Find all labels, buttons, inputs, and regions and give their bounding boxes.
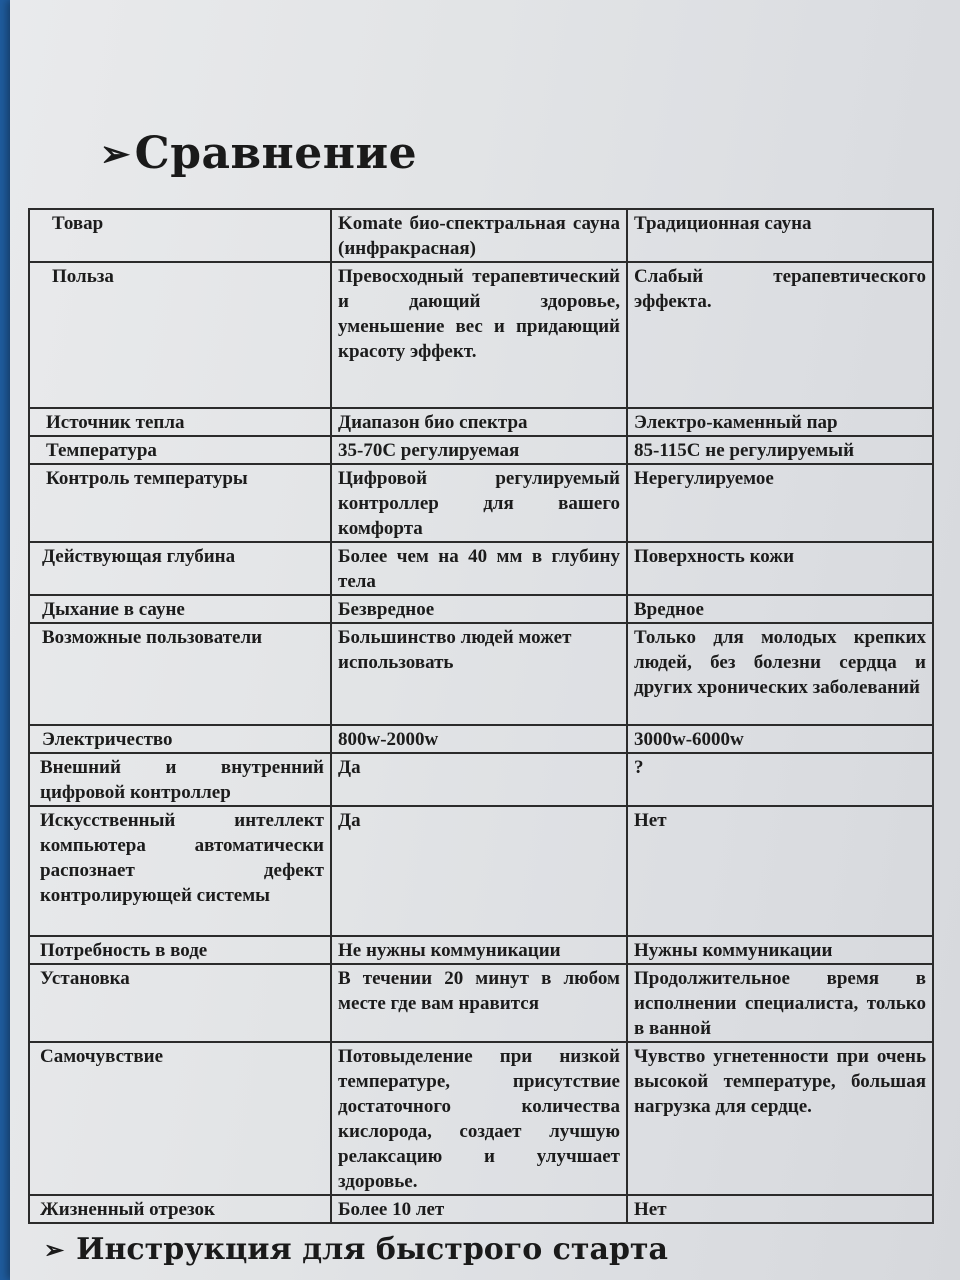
comparison-table — [28, 208, 934, 1224]
traditional-cell: Слабый терапевтического эффекта. — [627, 262, 933, 408]
table-row — [29, 262, 933, 408]
row-label: Польза — [29, 262, 331, 408]
table-row — [29, 1042, 933, 1195]
komate-cell: Да — [331, 806, 627, 936]
next-section-heading — [44, 1232, 668, 1267]
row-label: Контроль температуры — [29, 464, 331, 542]
traditional-cell: Нужны коммуникации — [627, 936, 933, 964]
table-row — [29, 542, 933, 595]
komate-cell: Более чем на 40 мм в глубину тела — [331, 542, 627, 595]
row-label: Внешний и внутренний цифровой контроллер — [29, 753, 331, 806]
row-label: Установка — [29, 964, 331, 1042]
komate-cell: Да — [331, 753, 627, 806]
traditional-cell: Только для молодых крепких людей, без болезни сердца и других хронических заболеваний — [627, 623, 933, 725]
table-row — [29, 464, 933, 542]
traditional-cell: ? — [627, 753, 933, 806]
row-label: Возможные пользователи — [29, 623, 331, 725]
komate-cell: В течении 20 минут в любом месте где вам нравится — [331, 964, 627, 1042]
row-label: Жизненный отрезок — [29, 1195, 331, 1223]
traditional-cell: Электро-каменный пар — [627, 408, 933, 436]
komate-cell: Превосходный терапевтический и дающий здоровье, уменьшение вес и придающий красоту эффект. — [331, 262, 627, 408]
komate-cell: Цифровой регулируемый контроллер для вашего комфорта — [331, 464, 627, 542]
table-row — [29, 623, 933, 725]
traditional-cell: 3000w-6000w — [627, 725, 933, 753]
header-cell-product: Товар — [29, 209, 331, 262]
row-label: Дыхание в сауне — [29, 595, 331, 623]
traditional-cell: Чувство угнетенности при очень высокой температуре, большая нагрузка для сердце. — [627, 1042, 933, 1195]
row-label: Самочувствие — [29, 1042, 331, 1195]
komate-cell: Не нужны коммуникации — [331, 936, 627, 964]
table-row — [29, 806, 933, 936]
header-cell-traditional: Традиционная сауна — [627, 209, 933, 262]
arrow-bullet-icon: ➢ — [44, 1235, 65, 1264]
komate-cell: Диапазон био спектра — [331, 408, 627, 436]
traditional-cell: 85-115С не регулируемый — [627, 436, 933, 464]
row-label: Источник тепла — [29, 408, 331, 436]
next-section-title: Инструкция для быстрого старта — [76, 1232, 668, 1267]
row-label: Электричество — [29, 725, 331, 753]
table-row — [29, 408, 933, 436]
traditional-cell: Нерегулируемое — [627, 464, 933, 542]
table-row — [29, 964, 933, 1042]
table-row — [29, 595, 933, 623]
table-row — [29, 436, 933, 464]
header-cell-komate: Komate био-спектральная сауна (инфракрасная) — [331, 209, 627, 262]
table-row — [29, 1195, 933, 1223]
komate-cell: Потовыделение при низкой температуре, присутствие достаточного количества кислорода, создает лучшую релаксацию и улучшает здоровье. — [331, 1042, 627, 1195]
komate-cell: Безвредное — [331, 595, 627, 623]
komate-cell: 35-70С регулируемая — [331, 436, 627, 464]
arrow-bullet-icon: ➢ — [100, 132, 131, 175]
komate-cell: Более 10 лет — [331, 1195, 627, 1223]
table-header-row — [29, 209, 933, 262]
table-row — [29, 936, 933, 964]
table-row — [29, 753, 933, 806]
row-label: Потребность в воде — [29, 936, 331, 964]
document-page — [10, 0, 960, 1280]
row-label: Искусственный интеллект компьютера автоматически распознает дефект контролирующей системы — [29, 806, 331, 936]
traditional-cell: Продолжительное время в исполнении специалиста, только в ванной — [627, 964, 933, 1042]
traditional-cell: Нет — [627, 806, 933, 936]
row-label: Действующая глубина — [29, 542, 331, 595]
traditional-cell: Поверхность кожи — [627, 542, 933, 595]
komate-cell: 800w-2000w — [331, 725, 627, 753]
komate-cell: Большинство людей может использовать — [331, 623, 627, 725]
section-title: Сравнение — [134, 128, 418, 179]
traditional-cell: Вредное — [627, 595, 933, 623]
section-heading — [100, 128, 417, 179]
traditional-cell: Нет — [627, 1195, 933, 1223]
row-label: Температура — [29, 436, 331, 464]
table-row — [29, 725, 933, 753]
